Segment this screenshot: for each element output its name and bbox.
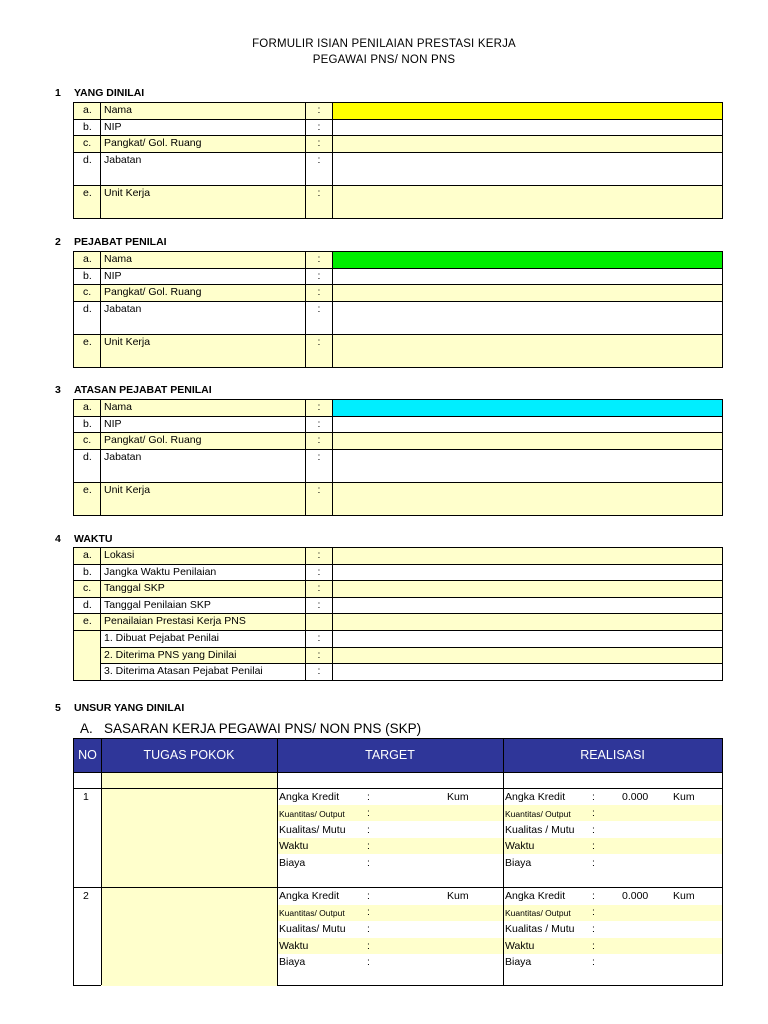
realisasi-label: Kualitas / Mutu <box>505 923 575 935</box>
table-row <box>74 301 723 334</box>
row-label: Nama <box>101 103 306 120</box>
section-number: 3 <box>55 384 61 396</box>
realisasi-colon: : <box>592 890 595 902</box>
skp-title: SASARAN KERJA PEGAWAI PNS/ NON PNS (SKP) <box>104 721 422 736</box>
row-colon <box>306 614 333 631</box>
row-letter: a. <box>74 548 101 565</box>
section-5-heading <box>55 702 184 714</box>
target-colon: : <box>367 940 370 952</box>
unit-kerja-penilai-field[interactable] <box>333 334 723 367</box>
row-label: Penailaian Prestasi Kerja PNS <box>101 614 306 631</box>
table-row <box>74 449 723 482</box>
row-colon: : <box>306 449 333 482</box>
realisasi-value[interactable]: 0.000 <box>622 890 649 902</box>
row-letter <box>74 630 101 647</box>
header-target: TARGET <box>365 748 415 762</box>
target-colon: : <box>367 956 370 968</box>
row-label: Unit Kerja <box>101 334 306 367</box>
table-row <box>74 630 723 647</box>
realisasi-colon: : <box>592 956 595 968</box>
target-colon: : <box>367 923 370 935</box>
entry-number: 2 <box>83 890 89 902</box>
row-colon: : <box>306 647 333 664</box>
row-colon: : <box>306 581 333 598</box>
table-row <box>74 285 723 302</box>
realisasi-label: Kualitas / Mutu <box>505 824 575 836</box>
section-3-heading <box>55 384 212 396</box>
section-title: UNSUR YANG DINILAI <box>74 702 185 714</box>
row-colon: : <box>306 185 333 218</box>
entry-number: 1 <box>83 791 89 803</box>
target-label: Waktu <box>279 940 309 952</box>
row-letter: d. <box>74 449 101 482</box>
row-label: Jabatan <box>101 301 306 334</box>
row-label: NIP <box>101 119 306 136</box>
section-2-table <box>73 251 723 368</box>
nama-atasan-field[interactable] <box>333 400 723 417</box>
tugas-pokok-field[interactable] <box>105 791 273 881</box>
target-label: Angka Kredit <box>279 791 340 803</box>
divider <box>74 887 722 888</box>
diterima-atasan-field[interactable] <box>333 664 723 681</box>
section-4-heading <box>55 533 113 545</box>
row-colon: : <box>306 119 333 136</box>
header-tugas-pokok: TUGAS POKOK <box>143 748 235 762</box>
table-row <box>74 581 723 598</box>
dibuat-penilai-field[interactable] <box>333 630 723 647</box>
target-label: Angka Kredit <box>279 890 340 902</box>
row-label: Pangkat/ Gol. Ruang <box>101 433 306 450</box>
section-title: ATASAN PEJABAT PENILAI <box>74 384 212 396</box>
table-row <box>74 152 723 185</box>
jabatan-penilai-field[interactable] <box>333 301 723 334</box>
target-unit: Kum <box>447 890 469 902</box>
row-colon: : <box>306 400 333 417</box>
realisasi-label: Angka Kredit <box>505 791 566 803</box>
row-label: 1. Dibuat Pejabat Penilai <box>101 630 306 647</box>
form-title: FORMULIR ISIAN PENILAIAN PRESTASI KERJA <box>252 38 516 50</box>
row-letter: e. <box>74 614 101 631</box>
unit-kerja-dinilai-field[interactable] <box>333 185 723 218</box>
row-label: Unit Kerja <box>101 185 306 218</box>
nama-penilai-field[interactable] <box>333 252 723 269</box>
row-letter: c. <box>74 433 101 450</box>
realisasi-value[interactable]: 0.000 <box>622 791 649 803</box>
table-row <box>74 334 723 367</box>
stripe-waktu-1 <box>277 838 722 854</box>
row-colon: : <box>306 597 333 614</box>
row-label: Jabatan <box>101 152 306 185</box>
row-label: Tanggal SKP <box>101 581 306 598</box>
jangka-waktu-field[interactable] <box>333 564 723 581</box>
row-letter <box>74 647 101 664</box>
realisasi-label: Kuantitas/ Output <box>505 809 571 819</box>
diterima-pns-field[interactable] <box>333 647 723 664</box>
target-colon: : <box>367 824 370 836</box>
row-colon: : <box>306 136 333 153</box>
section-1-table <box>73 102 723 219</box>
table-row <box>74 647 723 664</box>
row-letter: b. <box>74 416 101 433</box>
realisasi-colon: : <box>592 840 595 852</box>
section-number: 4 <box>55 533 61 545</box>
section-3-table <box>73 399 723 516</box>
jabatan-atasan-field[interactable] <box>333 449 723 482</box>
skp-letter: A. <box>80 721 93 736</box>
penilaian-prestasi-field <box>333 614 723 631</box>
nip-penilai-field[interactable] <box>333 268 723 285</box>
realisasi-label: Waktu <box>505 940 535 952</box>
target-colon: : <box>367 906 370 918</box>
realisasi-label: Angka Kredit <box>505 890 566 902</box>
target-colon: : <box>367 890 370 902</box>
row-letter: c. <box>74 285 101 302</box>
realisasi-colon: : <box>592 923 595 935</box>
row-letter: b. <box>74 564 101 581</box>
target-label: Waktu <box>279 840 309 852</box>
section-number: 1 <box>55 87 61 99</box>
section-number: 2 <box>55 236 61 248</box>
row-label: 3. Diterima Atasan Pejabat Penilai <box>101 664 306 681</box>
row-letter: b. <box>74 268 101 285</box>
pangkat-atasan-field[interactable] <box>333 433 723 450</box>
table-row <box>74 564 723 581</box>
realisasi-colon: : <box>592 807 595 819</box>
divider <box>277 739 278 985</box>
nip-atasan-field[interactable] <box>333 416 723 433</box>
row-label: Nama <box>101 252 306 269</box>
realisasi-label: Biaya <box>505 857 532 869</box>
table-row <box>74 400 723 417</box>
table-row <box>74 482 723 515</box>
table-row <box>74 103 723 120</box>
target-colon: : <box>367 857 370 869</box>
tugas-pokok-field[interactable] <box>105 890 273 980</box>
row-letter: d. <box>74 597 101 614</box>
row-label: NIP <box>101 416 306 433</box>
header-realisasi: REALISASI <box>580 748 645 762</box>
nip-dinilai-field[interactable] <box>333 119 723 136</box>
target-colon: : <box>367 791 370 803</box>
row-colon: : <box>306 268 333 285</box>
header-no: NO <box>78 748 97 762</box>
row-colon: : <box>306 564 333 581</box>
row-letter: e. <box>74 334 101 367</box>
form-subtitle: PEGAWAI PNS/ NON PNS <box>312 54 456 66</box>
table-row <box>74 268 723 285</box>
realisasi-colon: : <box>592 857 595 869</box>
target-label: Kualitas/ Mutu <box>279 824 346 836</box>
divider <box>74 772 722 773</box>
section-2-heading <box>55 236 167 248</box>
table-row <box>74 136 723 153</box>
row-letter: a. <box>74 103 101 120</box>
realisasi-colon: : <box>592 906 595 918</box>
tanggal-penilaian-field[interactable] <box>333 597 723 614</box>
row-label: Pangkat/ Gol. Ruang <box>101 285 306 302</box>
row-letter: c. <box>74 136 101 153</box>
row-letter: c. <box>74 581 101 598</box>
realisasi-unit: Kum <box>673 890 695 902</box>
divider <box>503 739 504 985</box>
realisasi-label: Waktu <box>505 840 535 852</box>
section-1-heading <box>55 87 144 99</box>
row-colon: : <box>306 433 333 450</box>
target-label: Kuantitas/ Output <box>279 908 345 918</box>
nama-dinilai-field[interactable] <box>333 103 723 120</box>
row-colon: : <box>306 334 333 367</box>
stripe-waktu-2 <box>277 938 722 954</box>
row-letter: d. <box>74 301 101 334</box>
target-label: Kualitas/ Mutu <box>279 923 346 935</box>
row-colon: : <box>306 152 333 185</box>
unit-kerja-atasan-field[interactable] <box>333 482 723 515</box>
row-letter: d. <box>74 152 101 185</box>
target-label: Kuantitas/ Output <box>279 809 345 819</box>
row-label: Jabatan <box>101 449 306 482</box>
row-colon: : <box>306 416 333 433</box>
row-letter: a. <box>74 400 101 417</box>
row-colon: : <box>306 482 333 515</box>
row-colon: : <box>306 252 333 269</box>
realisasi-unit: Kum <box>673 791 695 803</box>
row-label: Nama <box>101 400 306 417</box>
table-row <box>74 252 723 269</box>
row-label: Unit Kerja <box>101 482 306 515</box>
realisasi-colon: : <box>592 940 595 952</box>
row-label: Tanggal Penilaian SKP <box>101 597 306 614</box>
target-unit: Kum <box>447 791 469 803</box>
divider <box>74 788 722 789</box>
row-letter: a. <box>74 252 101 269</box>
jabatan-dinilai-field[interactable] <box>333 152 723 185</box>
row-colon: : <box>306 285 333 302</box>
row-colon: : <box>306 630 333 647</box>
row-letter: e. <box>74 185 101 218</box>
table-row <box>74 597 723 614</box>
target-colon: : <box>367 807 370 819</box>
table-row <box>74 548 723 565</box>
table-row <box>74 185 723 218</box>
realisasi-colon: : <box>592 791 595 803</box>
section-title: WAKTU <box>74 533 113 545</box>
section-number: 5 <box>55 702 61 714</box>
realisasi-label: Biaya <box>505 956 532 968</box>
section-title: PEJABAT PENILAI <box>74 236 167 248</box>
realisasi-colon: : <box>592 824 595 836</box>
lokasi-field[interactable] <box>333 548 723 565</box>
row-label: Jangka Waktu Penilaian <box>101 564 306 581</box>
table-row <box>74 119 723 136</box>
pangkat-dinilai-field[interactable] <box>333 136 723 153</box>
row-colon: : <box>306 664 333 681</box>
tanggal-skp-field[interactable] <box>333 581 723 598</box>
skp-heading <box>80 721 421 736</box>
pangkat-penilai-field[interactable] <box>333 285 723 302</box>
realisasi-label: Kuantitas/ Output <box>505 908 571 918</box>
table-row <box>74 416 723 433</box>
divider <box>101 739 102 985</box>
skp-table <box>73 738 723 986</box>
row-letter: b. <box>74 119 101 136</box>
target-label: Biaya <box>279 857 306 869</box>
row-letter <box>74 664 101 681</box>
row-colon: : <box>306 103 333 120</box>
table-row <box>74 664 723 681</box>
row-label: 2. Diterima PNS yang Dinilai <box>101 647 306 664</box>
row-colon: : <box>306 301 333 334</box>
section-4-table <box>73 547 723 681</box>
row-label: Lokasi <box>101 548 306 565</box>
row-colon: : <box>306 548 333 565</box>
row-label: Pangkat/ Gol. Ruang <box>101 136 306 153</box>
row-letter: e. <box>74 482 101 515</box>
section-title: YANG DINILAI <box>74 87 145 99</box>
target-label: Biaya <box>279 956 306 968</box>
skp-header-row <box>74 739 722 772</box>
table-row <box>74 614 723 631</box>
row-label: NIP <box>101 268 306 285</box>
target-colon: : <box>367 840 370 852</box>
table-row <box>74 433 723 450</box>
